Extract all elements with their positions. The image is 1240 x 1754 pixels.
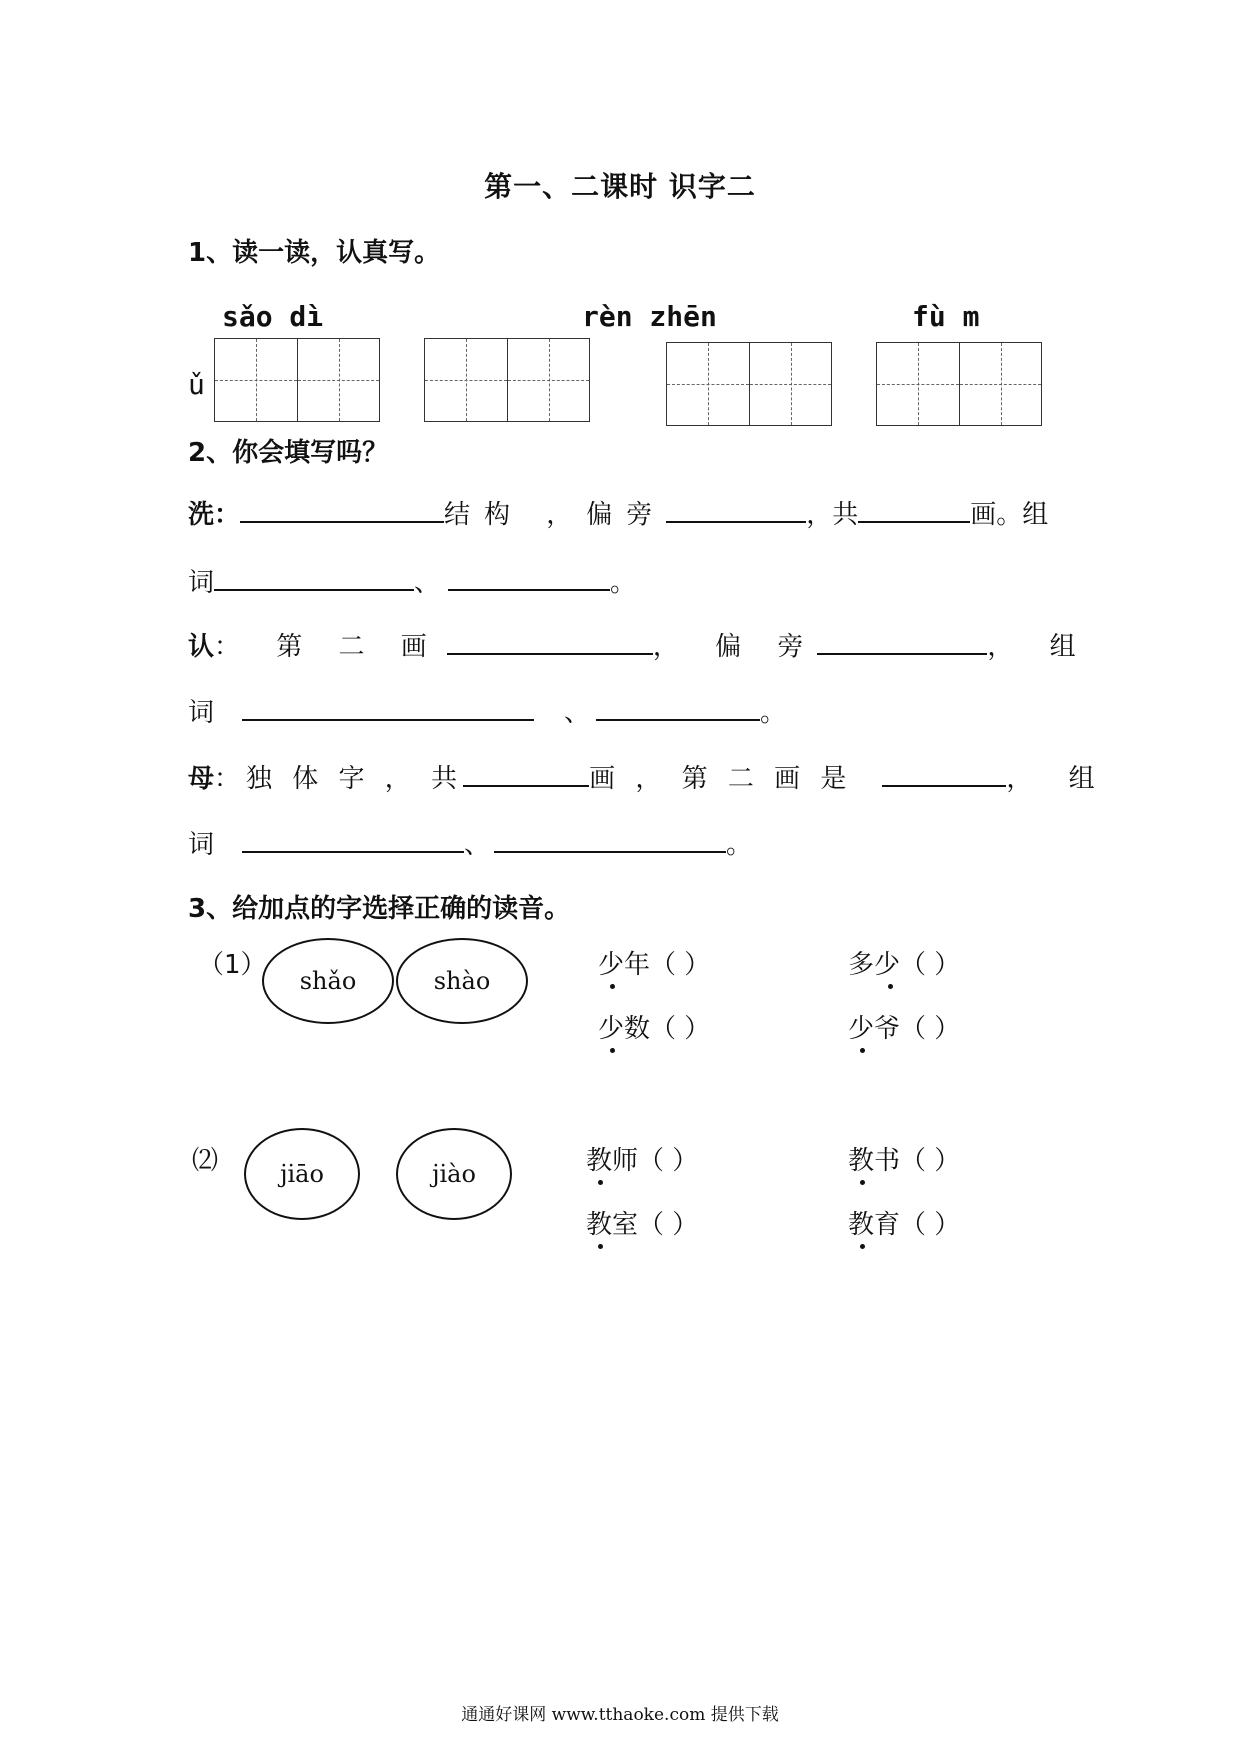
- group-1-label: （1）: [198, 950, 267, 980]
- emphasis-dot: [598, 1180, 603, 1185]
- writing-grid-2[interactable]: [424, 338, 590, 422]
- xi-blank-radical[interactable]: [666, 495, 806, 523]
- ren-blank-radical[interactable]: [817, 627, 987, 655]
- emphasis-dot: [860, 1048, 865, 1053]
- writing-grid-3[interactable]: [666, 342, 832, 426]
- word-shaoshu[interactable]: 少数（ ）: [598, 1014, 711, 1044]
- q1-heading: 1、读一读，认真写。: [188, 238, 441, 268]
- pinyin-2: rèn zhēn: [582, 300, 717, 333]
- page-title: 第一、二课时 识字二: [484, 170, 756, 203]
- q3-heading: 3、给加点的字选择正确的读音。: [188, 894, 571, 924]
- word-jiaoshu[interactable]: 教书（ ）: [848, 1146, 961, 1176]
- ren-line-1: 认： 第 二 画 ， 偏 旁 ， 组: [188, 626, 1090, 663]
- xi-line-2: 词 、 。: [188, 562, 636, 599]
- word-shaoye[interactable]: 少爷（ ）: [848, 1014, 961, 1044]
- mu-blank-second-stroke[interactable]: [882, 759, 1006, 787]
- ren-line-2: 词 、 。: [188, 692, 786, 729]
- group-2-label: ⑵: [192, 1146, 219, 1176]
- mu-blank-strokes[interactable]: [463, 759, 589, 787]
- ren-blank-word-1[interactable]: [242, 693, 534, 721]
- pinyin-extra: ǔ: [188, 368, 205, 401]
- pinyin-option-shao3[interactable]: shǎo: [262, 938, 394, 1024]
- word-duoshao[interactable]: 多少（ ）: [848, 950, 961, 980]
- ren-blank-stroke[interactable]: [447, 627, 653, 655]
- q2-heading: 2、你会填写吗？: [188, 438, 389, 468]
- pinyin-3: fù m: [912, 300, 980, 333]
- xi-blank-word-2[interactable]: [448, 563, 610, 591]
- xi-blank-structure[interactable]: [240, 495, 444, 523]
- emphasis-dot: [860, 1180, 865, 1185]
- xi-blank-word-1[interactable]: [214, 563, 414, 591]
- writing-grid-4[interactable]: [876, 342, 1042, 426]
- footer: 通通好课网 www.tthaoke.com 提供下载: [461, 1705, 779, 1725]
- emphasis-dot: [598, 1244, 603, 1249]
- mu-blank-word-2[interactable]: [494, 825, 726, 853]
- mu-blank-word-1[interactable]: [242, 825, 464, 853]
- mu-line-2: 词 、 。: [188, 824, 752, 861]
- pinyin-option-jiao4[interactable]: jiào: [396, 1128, 512, 1220]
- word-jiaoyu[interactable]: 教育（ ）: [848, 1210, 961, 1240]
- ren-blank-word-2[interactable]: [596, 693, 760, 721]
- pinyin-option-jiao1[interactable]: jiāo: [244, 1128, 360, 1220]
- emphasis-dot: [888, 984, 893, 989]
- word-jiaoshi[interactable]: 教师（ ）: [586, 1146, 699, 1176]
- pinyin-1: sǎo dì: [222, 300, 324, 333]
- xi-line-1: 洗： 结构 ，偏旁 ，共 画。组: [188, 494, 1048, 531]
- mu-line-1: 母：独 体 字 ， 共 画 ， 第 二 画 是 ， 组: [188, 758, 1109, 795]
- word-jiaoshi-room[interactable]: 教室（ ）: [586, 1210, 699, 1240]
- emphasis-dot: [860, 1244, 865, 1249]
- xi-blank-strokes[interactable]: [858, 495, 970, 523]
- word-shaonian[interactable]: 少年（ ）: [598, 950, 711, 980]
- writing-grid-1[interactable]: [214, 338, 380, 422]
- emphasis-dot: [610, 1048, 615, 1053]
- pinyin-option-shao4[interactable]: shào: [396, 938, 528, 1024]
- emphasis-dot: [610, 984, 615, 989]
